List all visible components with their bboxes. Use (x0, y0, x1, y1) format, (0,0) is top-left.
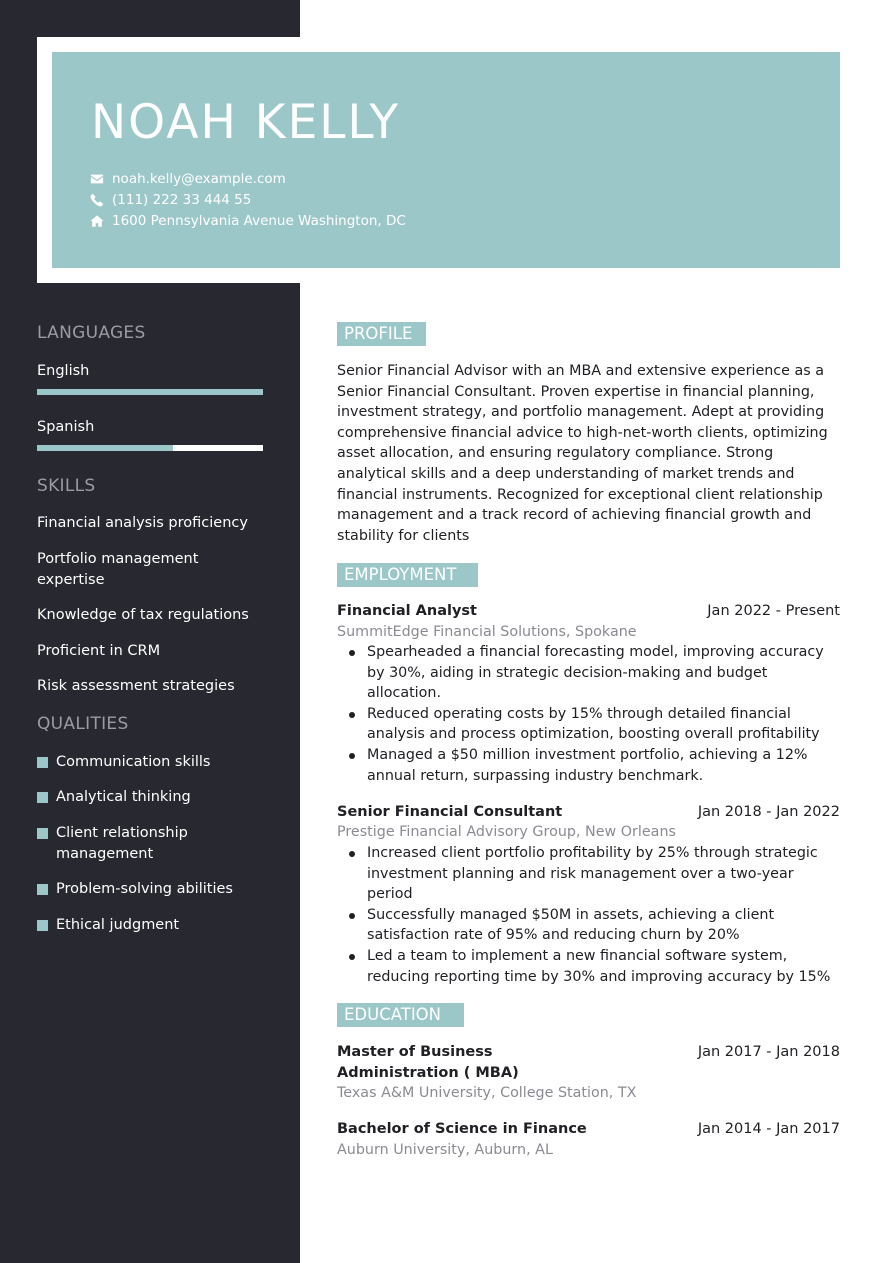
job-bullet: Spearheaded a financial forecasting model, improving accuracy by 30%, aiding in strategic decision-making and budget allocation. (367, 642, 843, 704)
employment-heading: EMPLOYMENT (337, 563, 478, 587)
contact-phone (90, 192, 251, 208)
quality-label: Problem-solving abilities (56, 881, 233, 897)
education-dates: Jan 2014 - Jan 2017 (697, 1121, 840, 1137)
job-dates: Jan 2022 - Present (707, 603, 840, 619)
job-company: Prestige Financial Advisory Group, New Orleans (337, 824, 676, 840)
phone-icon (90, 193, 104, 207)
education-header (337, 1119, 840, 1140)
square-bullet-icon (37, 757, 48, 768)
education-heading: EDUCATION (337, 1003, 464, 1027)
profile-heading: PROFILE (337, 322, 426, 346)
quality-item (37, 787, 287, 808)
language-name: Spanish (37, 419, 95, 435)
email-text: noah.kelly@example.com (112, 171, 286, 187)
job-company: SummitEdge Financial Solutions, Spokane (337, 624, 637, 640)
quality-label: Communication skills (56, 754, 211, 770)
skill-item: Knowledge of tax regulations (37, 607, 249, 623)
education-dates: Jan 2017 - Jan 2018 (697, 1044, 840, 1060)
profile-text: Senior Financial Advisor with an MBA and extensive experience as a Senior Financial Consultant. Proven expertise in financial planning, investment strategy, and portfolio management. Adept at providing comprehensive financial advice to high-net-worth clients, optimizing asset allocation, and ensuring regulatory compliance. Strong analytical skills and a deep understanding of market trends and financial instruments. Recognized for exceptional client relationship management and a track record of achieving financial growth and stability for clients (337, 363, 828, 544)
square-bullet-icon (37, 884, 48, 895)
job-bullet: Reduced operating costs by 15% through detailed financial analysis and process optimization, boosting overall profitability (367, 704, 843, 745)
quality-item (37, 823, 237, 865)
language-level-bar (37, 389, 263, 395)
quality-label: Client relationship management (56, 825, 188, 862)
job-title: Senior Financial Consultant (337, 804, 563, 820)
quality-item (37, 915, 287, 936)
job-bullets (367, 843, 843, 987)
education-header (337, 1042, 840, 1083)
quality-item (37, 752, 287, 773)
job-bullets (367, 642, 843, 786)
contact-email (90, 171, 286, 187)
degree-title: Bachelor of Science in Finance (337, 1121, 587, 1137)
job-bullet: Successfully managed $50M in assets, achieving a client satisfaction rate of 95% and reducing churn by 20% (367, 905, 843, 946)
job-header (337, 802, 840, 823)
square-bullet-icon (37, 920, 48, 931)
job-bullet: Managed a $50 million investment portfolio, achieving a 12% annual return, surpassing industry benchmark. (367, 745, 843, 786)
languages-heading: LANGUAGES (37, 323, 146, 343)
job-bullet: Led a team to implement a new financial software system, reducing reporting time by 30% and improving accuracy by 15% (367, 946, 843, 987)
square-bullet-icon (37, 792, 48, 803)
school-name: Auburn University, Auburn, AL (337, 1142, 553, 1158)
language-level-fill (37, 445, 173, 451)
skills-heading: SKILLS (37, 476, 96, 496)
contact-address (90, 213, 406, 229)
header (52, 52, 840, 268)
degree-title: Master of Business Administration ( MBA) (337, 1044, 519, 1081)
square-bullet-icon (37, 828, 48, 839)
envelope-icon (90, 172, 104, 186)
language-level-bar (37, 445, 263, 451)
qualities-heading: QUALITIES (37, 714, 129, 734)
job-dates: Jan 2018 - Jan 2022 (697, 804, 840, 820)
job-bullet: Increased client portfolio profitability by 25% through strategic investment planning and risk management over a two-year period (367, 843, 843, 905)
skill-item: Portfolio management expertise (37, 551, 199, 588)
school-name: Texas A&M University, College Station, TX (337, 1085, 637, 1101)
skill-item: Risk assessment strategies (37, 678, 235, 694)
skill-item: Financial analysis proficiency (37, 515, 248, 531)
language-level-fill (37, 389, 263, 395)
job-header (337, 601, 840, 622)
language-name: English (37, 363, 90, 379)
phone-text: (111) 222 33 444 55 (112, 192, 252, 208)
job-title: Financial Analyst (337, 603, 477, 619)
skill-item: Proficient in CRM (37, 643, 161, 659)
address-text: 1600 Pennsylvania Avenue Washington, DC (112, 213, 406, 229)
home-icon (90, 214, 104, 228)
quality-item (37, 879, 287, 900)
quality-label: Ethical judgment (56, 917, 180, 933)
candidate-name: NOAH KELLY (91, 95, 401, 150)
quality-label: Analytical thinking (56, 789, 191, 805)
